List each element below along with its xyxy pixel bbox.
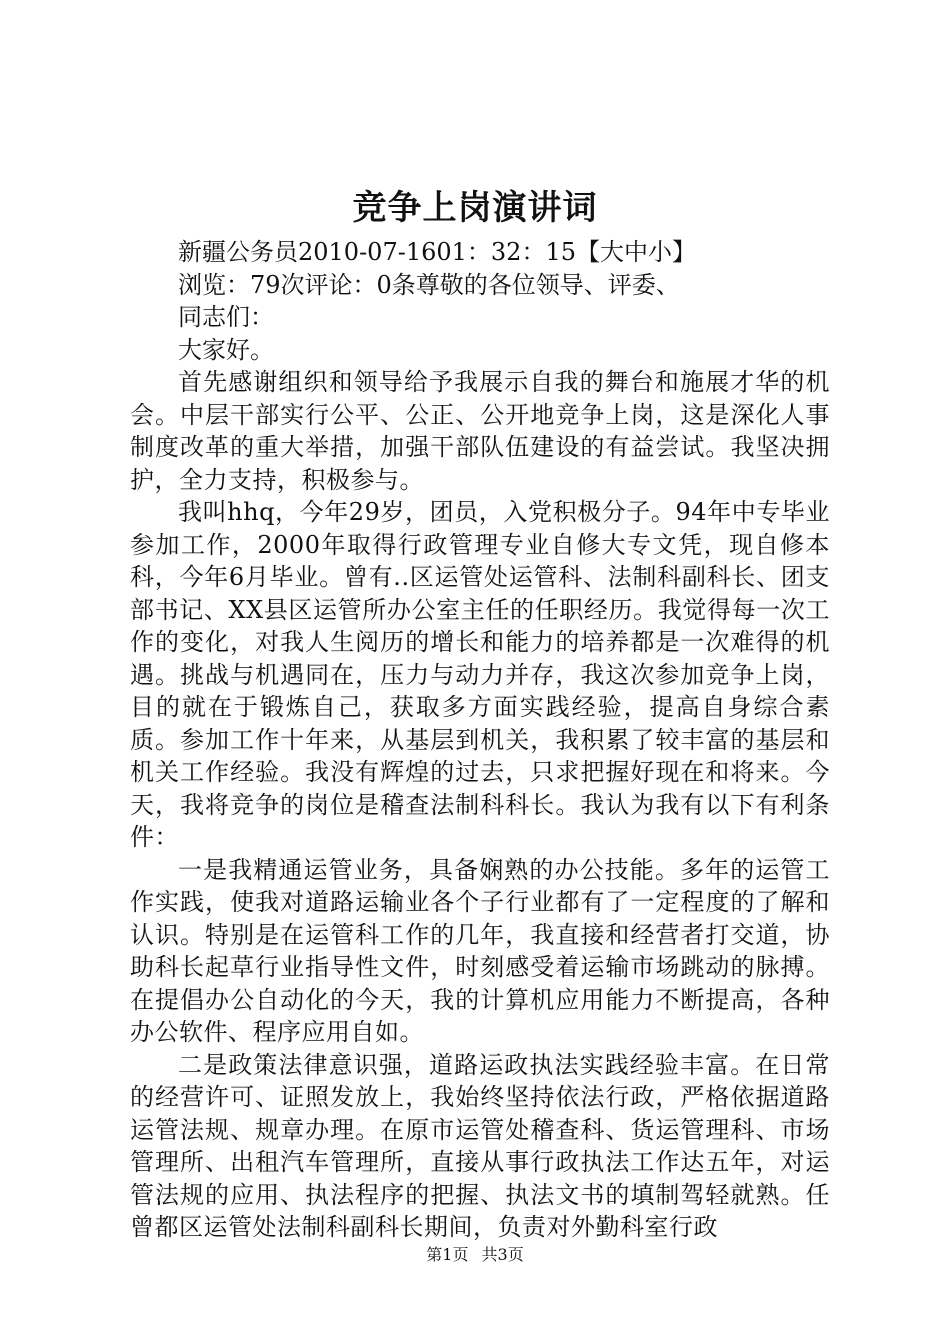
document-body	[130, 236, 830, 1244]
page-number: 第1页	[426, 1245, 469, 1264]
page-footer	[0, 1244, 950, 1266]
meta-line-source: 新疆公务员2010-07-1601：32：15【大中小】	[178, 238, 696, 266]
page-total: 共3页	[481, 1245, 524, 1264]
meta-line-greeting: 大家好。	[178, 335, 274, 364]
paragraph-point-two: 二是政策法律意识强，道路运政执法实践经验丰富。在日常的经营许可、证照发放上，我始终坚持依法行政，严格依据道路运管法规、规章办理。在原市运管处稽查科、货运管理科、市场管理所、出租汽车管理所，直接从事行政执法工作达五年，对运管法规的应用、执法程序的把握、执法文书的填制驾轻就熟。任曾都区运管处法制科副科长期间，负责对外勤科室行政	[130, 1050, 830, 1241]
paragraph-intro: 首先感谢组织和领导给予我展示自我的舞台和施展才华的机会。中层干部实行公平、公正、公开地竞争上岗，这是深化人事制度改革的重大举措，加强干部队伍建设的有益尝试。我坚决拥护，全力支持，积极参与。	[130, 368, 830, 494]
paragraph-point-one: 一是我精通运管业务，具备娴熟的办公技能。多年的运管工作实践，使我对道路运输业各个子行业都有了一定程度的了解和认识。特别是在运管科工作的几年，我直接和经营者打交道，协助科长起草行业指导性文件，时刻感受着运输市场跳动的脉搏。在提倡办公自动化的今天，我的计算机应用能力不断提高，各种办公软件、程序应用自如。	[130, 855, 830, 1046]
document-title: 竞争上岗演讲词	[352, 188, 598, 228]
meta-line-addressee: 同志们：	[178, 303, 274, 331]
meta-line-stats: 浏览：79次评论：0条尊敬的各位领导、评委、	[178, 270, 680, 299]
paragraph-background: 我叫hhq，今年29岁，团员，入党积极分子。94年中专毕业参加工作，2000年取得行政管理专业自修大专文凭，现自修本科，今年6月毕业。曾有..区运管处运管科、法制科副科长、团支部书记、XX县区运管所办公室主任的任职经历。我觉得每一次工作的变化，对我人生阅历的增长和能力的培养都是一次难得的机遇。挑战与机遇同在，压力与动力并存，我这次参加竞争上岗，目的就在于锻炼自己，获取多方面实践经验，提高自身综合素质。参加工作十年来，从基层到机关，我积累了较丰富的基层和机关工作经验。我没有辉煌的过去，只求把握好现在和将来。今天，我将竞争的岗位是稽查法制科科长。我认为我有以下有利条件：	[130, 498, 830, 851]
